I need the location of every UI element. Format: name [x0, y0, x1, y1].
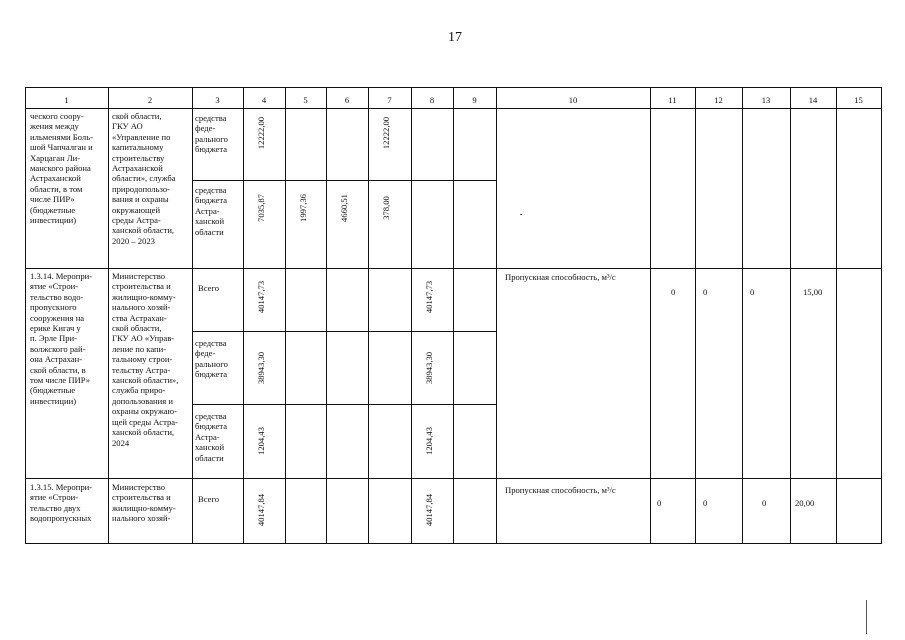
text-line: Астра- [195, 431, 220, 442]
header-cell: 15 [854, 95, 863, 105]
text-line: Всего [198, 494, 220, 504]
text-line: средства [195, 338, 227, 348]
text-line: Астра- [195, 205, 220, 216]
text-line: Всего [198, 283, 220, 293]
funding-source-cell [195, 185, 227, 237]
text-line: Астраханской [30, 173, 81, 184]
amount-cell: 12222,00 [256, 116, 266, 150]
text-line: жилищно-комму- [112, 291, 176, 302]
text-line: средства [195, 185, 227, 195]
text-line: ханской области, [112, 427, 175, 438]
text-line: 1.3.15. Меропри- [30, 482, 93, 492]
header-cell: 8 [429, 95, 435, 105]
text-line: тельству Астра- [112, 364, 171, 375]
indicator-cell: Пропускная способность, м³/с [505, 485, 616, 495]
text-line: служба приро- [112, 385, 166, 396]
header-cell: 12 [714, 95, 723, 105]
text-line: бюджета [195, 421, 228, 432]
header-cell: 14 [808, 95, 818, 105]
text-line: бюджета [195, 369, 228, 380]
text-line: строительства и [112, 281, 171, 292]
text-line: тельство двух [30, 502, 81, 513]
text-line: рального [195, 358, 228, 369]
text-line: ханской области», [112, 375, 179, 386]
text-line: инвестиции) [30, 395, 77, 406]
text-line: числе ПИР» [30, 194, 75, 205]
funding-source-cell [198, 494, 219, 504]
text-line: Министерство [112, 271, 165, 281]
text-line: нального хозяй- [112, 513, 171, 524]
text-line: пропускного [30, 302, 77, 313]
text-line: ской области, [112, 323, 162, 334]
text-line: окружающей [112, 204, 161, 215]
text-line: ерике Кигач у [30, 323, 81, 334]
text-line: природопользо- [112, 183, 171, 194]
amount-cell: 1204,43 [424, 427, 434, 455]
text-line: манского района [30, 163, 91, 174]
text-line: ятие «Строи- [30, 281, 79, 292]
header-cell: 10 [568, 95, 578, 105]
text-line: (бюджетные [30, 385, 76, 396]
text-line: Министерство [112, 482, 165, 492]
header-cell: 1 [64, 95, 69, 105]
event-name-cell [30, 271, 92, 406]
text-line: охраны окружаю- [112, 406, 177, 417]
page-number: 17 [448, 30, 462, 45]
text-line: ханской [195, 216, 225, 227]
header-cell: 13 [761, 95, 771, 105]
text-line: феде- [195, 123, 216, 134]
text-line: она Астрахан- [30, 354, 83, 365]
text-line: ление по капи- [112, 343, 167, 354]
scan-mark [520, 214, 522, 215]
text-line: тальному строи- [112, 354, 173, 365]
amount-cell: 40147,73 [424, 280, 434, 314]
text-line: ской области, [112, 111, 162, 121]
text-line: том числе ПИР» [30, 375, 91, 386]
text-line: ханской [195, 442, 225, 453]
value-cell: 15,00 [803, 287, 823, 297]
event-name-cell [30, 482, 92, 524]
value-cell: 20,00 [795, 498, 815, 508]
text-line: области», служба [112, 173, 176, 184]
header-cell: 6 [344, 95, 350, 105]
header-cell: 3 [215, 95, 220, 105]
text-line: волжского рай- [30, 343, 86, 354]
text-line: жения между [30, 121, 79, 132]
text-line: сооружения на [30, 312, 85, 323]
header-cell: 11 [668, 95, 677, 105]
text-line: бюджета [195, 144, 228, 155]
amount-cell: 40147,84 [256, 493, 266, 527]
text-line: капитальному [112, 142, 164, 153]
event-name-cell [30, 111, 93, 225]
text-line: инвестиции) [30, 215, 77, 226]
text-line: «Управление по [112, 131, 171, 142]
header-cell: 9 [472, 95, 477, 105]
text-line: нального хозяй- [112, 302, 171, 313]
amount-cell: 12222,00 [381, 116, 391, 150]
text-line: ческого соору- [30, 111, 84, 121]
amount-cell: 7035,87 [256, 194, 266, 222]
text-line: жилищно-комму- [112, 502, 176, 513]
text-line: шой Чапчалган и [30, 142, 93, 153]
amount-cell: 38943,30 [256, 351, 266, 385]
header-cell: 4 [261, 95, 267, 105]
text-line: ханской области, [112, 225, 175, 236]
amount-cell: 1997,36 [298, 194, 308, 222]
text-line: ильменями Боль- [30, 131, 93, 142]
text-line: области [195, 226, 224, 237]
value-cell: 0 [703, 498, 708, 508]
text-line: строительству [112, 152, 165, 163]
value-cell: 0 [657, 498, 662, 508]
text-line: (бюджетные [30, 204, 76, 215]
text-line: рального [195, 133, 228, 144]
text-line: среды Астра- [112, 215, 161, 226]
header-cell: 5 [303, 95, 308, 105]
text-line: п. Эрле При- [30, 333, 77, 344]
header-cell: 2 [147, 95, 153, 105]
text-line: водопропускных [30, 513, 92, 524]
text-line: 2024 [112, 437, 130, 448]
text-line: ГКУ АО «Управ- [112, 333, 175, 344]
amount-cell: 40147,73 [256, 280, 266, 314]
text-line: Харцаган Ли- [30, 152, 81, 163]
text-line: области, в том [30, 183, 83, 194]
value-cell: 0 [750, 287, 755, 297]
text-line: 1.3.14. Меропри- [30, 271, 93, 281]
funding-source-cell [198, 283, 219, 293]
text-line: строительства и [112, 492, 171, 503]
text-line: области [195, 452, 224, 463]
amount-cell: 4660,51 [339, 194, 349, 222]
text-line: бюджета [195, 195, 228, 206]
indicator-cell: Пропускная способность, м³/с [505, 272, 616, 282]
text-line: 2020 – 2023 [112, 235, 155, 246]
executor-cell [112, 111, 176, 246]
text-line: ГКУ АО [112, 121, 143, 132]
scan-mark [866, 600, 867, 634]
text-line: допользования и [112, 395, 173, 406]
text-line: средства [195, 113, 227, 123]
header-cell: 7 [387, 95, 392, 105]
amount-cell: 378,00 [381, 196, 391, 220]
amount-cell: 40147,84 [424, 493, 434, 527]
text-line: ства Астрахан- [112, 312, 167, 323]
text-line: феде- [195, 348, 216, 359]
funding-source-cell [195, 113, 228, 155]
text-line: вания и охраны [112, 194, 169, 205]
text-line: щей среды Астра- [112, 416, 178, 427]
value-cell: 0 [703, 287, 708, 297]
text-line: тельство водо- [30, 291, 84, 302]
funding-source-cell [195, 338, 228, 380]
text-line: средства [195, 411, 227, 421]
text-line: Астраханской [112, 163, 163, 174]
text-line: ятие «Строи- [30, 492, 79, 503]
executor-cell [112, 482, 176, 524]
funding-source-cell [195, 411, 227, 463]
text-line: ской области, в [30, 364, 86, 375]
executor-cell [112, 271, 178, 448]
value-cell: 0 [762, 498, 767, 508]
amount-cell: 38943,30 [424, 351, 434, 385]
amount-cell: 1204,43 [256, 427, 266, 455]
value-cell: 0 [671, 287, 676, 297]
